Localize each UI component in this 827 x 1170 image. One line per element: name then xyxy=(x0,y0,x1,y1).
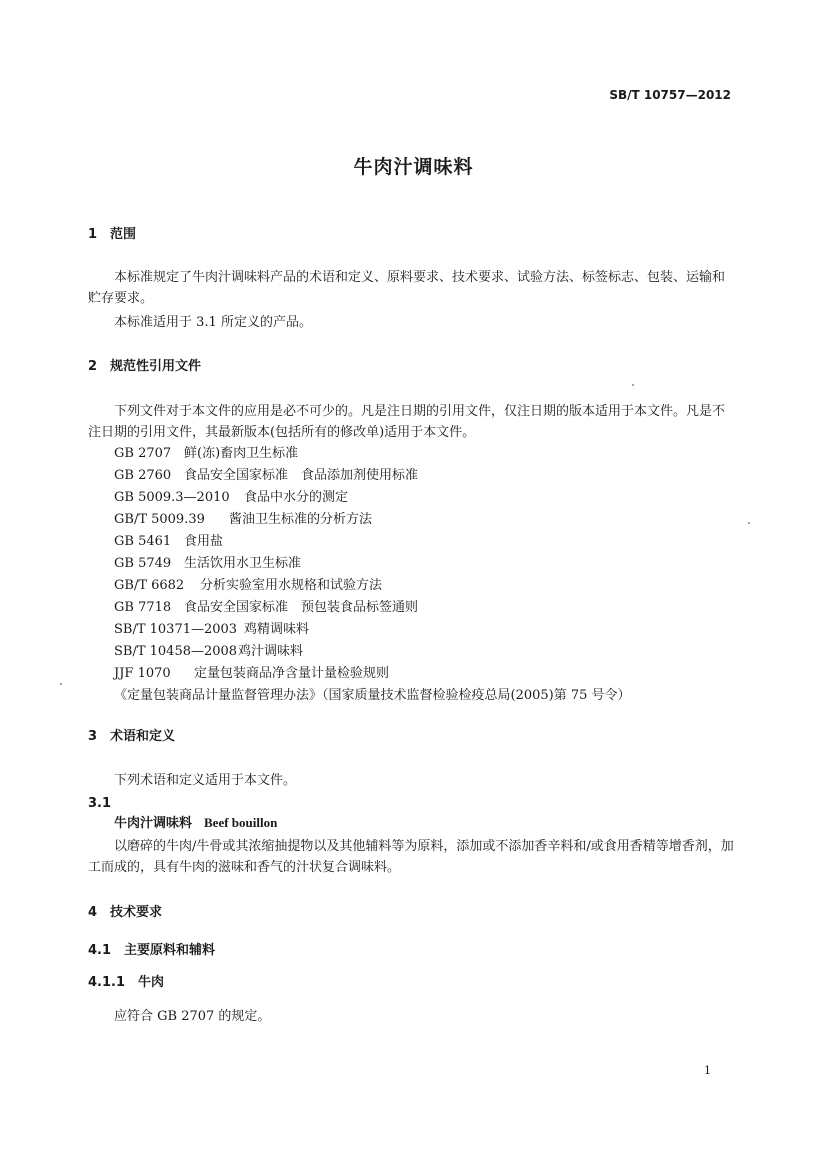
section-4-heading: 4 技术要求 xyxy=(88,905,163,920)
ref-code: GB 7718 xyxy=(114,600,172,615)
section-1-heading: 1 范围 xyxy=(88,227,137,242)
ref-name: 生活饮用水卫生标准 xyxy=(184,556,302,571)
ref-name: 食品中水分的测定 xyxy=(244,490,349,505)
ref-code: GB 2760 xyxy=(114,468,172,483)
ref-code: SB/T 10458—2008 xyxy=(114,644,238,659)
section-3-heading: 3 术语和定义 xyxy=(88,729,176,744)
term-entry xyxy=(114,814,277,833)
ref-code: GB 2707 xyxy=(114,446,172,461)
section-1-paragraph-2: 本标准适用于 3.1 所定义的产品。 xyxy=(114,315,312,330)
list-item xyxy=(114,467,418,485)
term-definition: 以磨碎的牛肉/牛骨或其浓缩抽提物以及其他辅料等为原料，添加或不添加香辛料和/或食用香精等增香剂，加工而成的，具有牛肉的滋味和香气的汁状复合调味料。 xyxy=(88,839,734,875)
section-4-1-heading: 4.1 主要原料和辅料 xyxy=(88,943,216,958)
ref-name: 鸡精调味料 xyxy=(244,622,310,637)
ref-name: 酱油卫生标准的分析方法 xyxy=(229,512,373,527)
term-chinese: 牛肉汁调味料 xyxy=(114,816,193,831)
ref-code: GB/T 6682 xyxy=(114,578,185,593)
ref-name: 食品安全国家标准 预包装食品标签通则 xyxy=(184,600,419,615)
scan-speck xyxy=(748,522,750,524)
ref-code: SB/T 10371—2003 xyxy=(114,622,238,637)
standard-number: SB/T 10757—2012 xyxy=(609,88,731,102)
ref-name: 鸡汁调味料 xyxy=(238,644,304,659)
ref-name: 定量包装商品净含量计量检验规则 xyxy=(194,666,390,681)
term-english: Beef bouillon xyxy=(204,815,278,830)
ref-name: 《定量包装商品计量监督管理办法》（国家质量技术监督检验检疫总局(2005)第 75 号令） xyxy=(114,688,631,703)
scan-speck xyxy=(632,384,634,386)
ref-name: 鲜(冻)畜肉卫生标准 xyxy=(184,446,299,461)
section-1-paragraph-1: 本标准规定了牛肉汁调味料产品的术语和定义、原料要求、技术要求、试验方法、标签标志、包装、运输和贮存要求。 xyxy=(88,270,726,306)
list-item xyxy=(114,621,309,639)
ref-name: 食用盐 xyxy=(184,534,224,549)
ref-name: 分析实验室用水规格和试验方法 xyxy=(200,578,383,593)
list-item xyxy=(114,445,298,463)
ref-code: GB 5461 xyxy=(114,534,172,549)
definition-number: 3.1 xyxy=(88,796,112,811)
list-item xyxy=(114,533,223,551)
list-item xyxy=(114,489,348,507)
list-item xyxy=(114,555,301,573)
ref-code: GB 5009.3—2010 xyxy=(114,490,230,505)
section-4-1-1-heading: 4.1.1 牛肉 xyxy=(88,975,165,990)
section-4-1-1-text: 应符合 GB 2707 的规定。 xyxy=(114,1009,271,1024)
section-2-intro: 下列文件对于本文件的应用是必不可少的。凡是注日期的引用文件，仅注日期的版本适用于本文件。凡是不注日期的引用文件，其最新版本(包括所有的修改单)适用于本文件。 xyxy=(88,404,726,440)
section-2-heading: 2 规范性引用文件 xyxy=(88,359,202,374)
ref-name: 食品安全国家标准 食品添加剂使用标准 xyxy=(184,468,419,483)
page-number: 1 xyxy=(704,1064,711,1077)
list-item xyxy=(114,511,372,529)
list-item xyxy=(114,643,303,661)
section-3-intro: 下列术语和定义适用于本文件。 xyxy=(114,773,297,788)
scan-speck xyxy=(60,683,62,685)
list-item xyxy=(114,687,631,705)
list-item xyxy=(114,577,382,595)
page-title: 牛肉汁调味料 xyxy=(353,156,474,178)
ref-code: JJF 1070 xyxy=(114,666,171,681)
ref-code: GB 5749 xyxy=(114,556,172,571)
ref-code: GB/T 5009.39 xyxy=(114,512,205,527)
list-item xyxy=(114,665,389,683)
list-item xyxy=(114,599,418,617)
